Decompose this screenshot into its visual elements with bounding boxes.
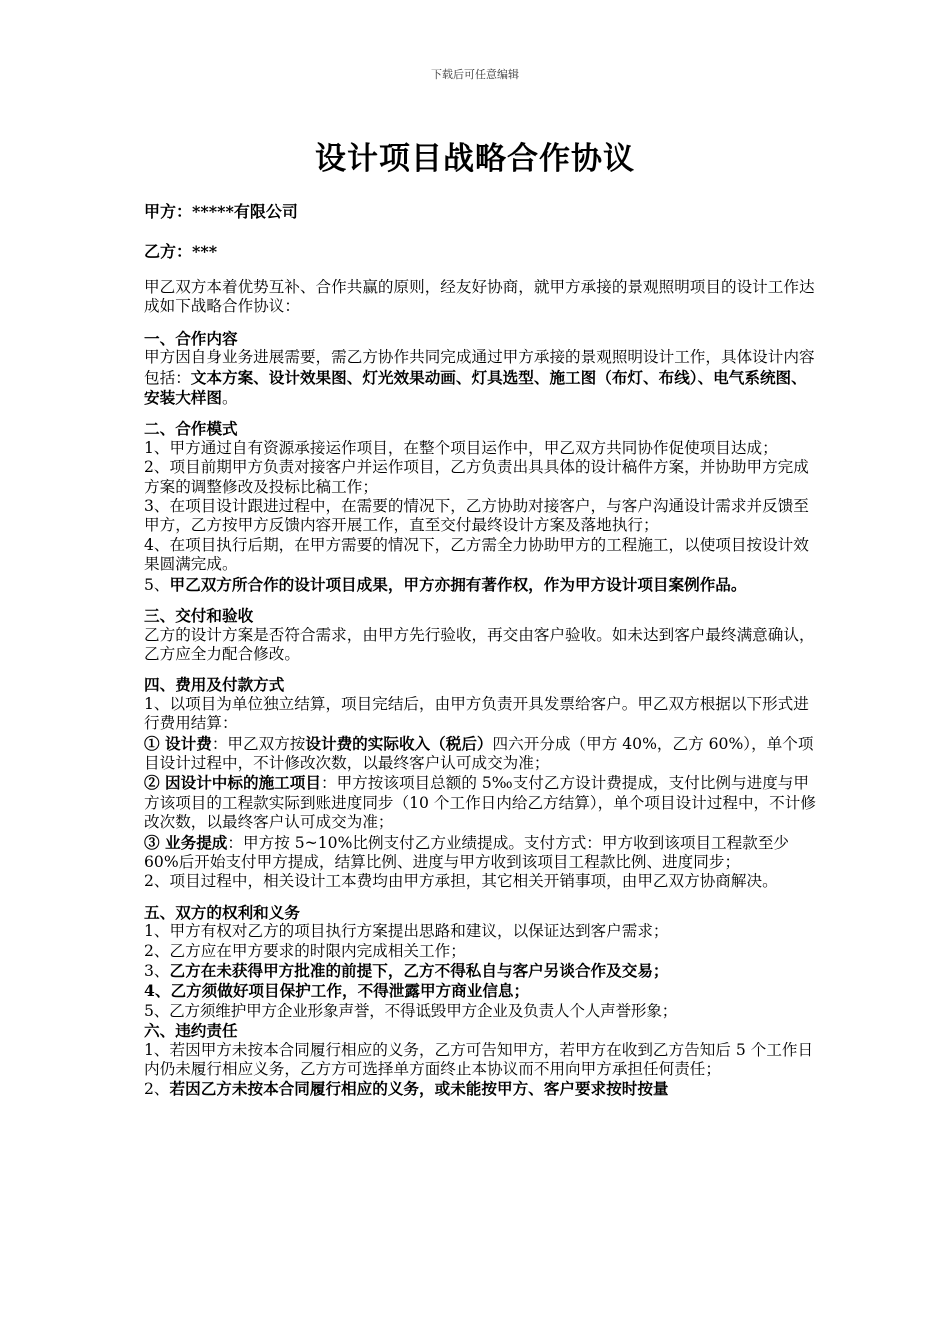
section-breach-liability xyxy=(144,1021,816,1100)
text-run: ：甲方按 5~10%比例支付乙方业绩提成。支付方式：甲方收到该项目工程款至少 60%后开始支付甲方提成，结算比例、进度与甲方收到该项目工程款比例、进度同步； xyxy=(144,833,790,871)
section-paragraph xyxy=(144,348,816,408)
section-fees-payment xyxy=(144,675,816,891)
bold-text-run: 设计费的实际收入（税后） xyxy=(305,733,493,753)
list-item: 1、甲方有权对乙方的项目执行方案提出思路和建议，以保证达到客户需求； xyxy=(144,922,669,941)
intro-paragraph: 甲乙双方本着优势互补、合作共赢的原则，经友好协商，就甲方承接的景观照明项目的设计工作达成如下战略合作协议： xyxy=(144,278,815,316)
list-item xyxy=(144,773,816,832)
list-item xyxy=(144,981,816,1001)
document-body xyxy=(144,202,816,1100)
section-heading: 五、双方的权利和义务 xyxy=(144,902,300,922)
section-heading: 六、违约责任 xyxy=(144,1021,238,1041)
list-item xyxy=(144,575,816,595)
list-item: 2、乙方应在甲方要求的时限内完成相关工作； xyxy=(144,941,466,960)
document-title: 设计项目战略合作协议 xyxy=(315,141,635,177)
list-item: 2、项目前期甲方负责对接客户并运作项目，乙方负责出具具体的设计稿件方案，并协助甲方完成方案的调整修改及投标比稿工作； xyxy=(144,458,809,496)
header-note: 下载后可任意编辑 xyxy=(431,68,519,81)
list-item: 3、在项目设计跟进过程中，在需要的情况下，乙方协助对接客户，与客户沟通设计需求并反馈至甲方，乙方按甲方反馈内容开展工作，直至交付最终设计方案及落地执行； xyxy=(144,497,809,535)
section-heading: 四、费用及付款方式 xyxy=(144,675,285,695)
bold-text-run: 文本方案、设计效果图、灯光效果动画、灯具选型、施工图（布灯、布线）、电气系统图、安装大样图 xyxy=(144,367,807,408)
text-run: 3、 xyxy=(144,962,170,980)
party-a: 甲方：*****有限公司 xyxy=(144,202,298,221)
text-run: ：甲方按该项目总额的 5‰支付乙方设计费提成，支付比例与进度与甲方该项目的工程款实际到账进度同步（10 个工作日内给乙方结算），单个项目设计过程中，不计修改次数，以最终客户认可成交为准； xyxy=(144,774,816,832)
bold-text-run: ③ 业务提成 xyxy=(144,832,228,852)
text-run: 。 xyxy=(221,389,238,408)
text-run: 甲方因自身业务进展需要，需乙方协作共同完成通过甲方承接的景观照明设计工作，具体设计内容包括： xyxy=(144,348,815,387)
section-heading: 一、合作内容 xyxy=(144,328,238,348)
bold-text-run: ① 设计费 xyxy=(144,733,212,753)
list-item xyxy=(144,734,816,774)
section-cooperation-mode xyxy=(144,419,816,595)
list-item xyxy=(144,961,816,981)
section-heading: 三、交付和验收 xyxy=(144,606,254,626)
list-item: 1、若因甲方未按本合同履行相应的义务，乙方可告知甲方，若甲方在收到乙方告知后 5 个工作日内仍未履行相应义务，乙方方可选择单方面终止本协议而不用向甲方承担任何责任； xyxy=(144,1040,814,1079)
section-delivery-acceptance xyxy=(144,606,816,664)
party-b: 乙方：*** xyxy=(144,242,218,261)
bold-text-run: 4、乙方须做好项目保护工作，不得泄露甲方商业信息； xyxy=(144,981,530,1001)
bold-text-run: 乙方在未获得甲方批准的前提下，乙方不得私自与客户另谈合作及交易； xyxy=(169,961,669,980)
text-run: 2、 xyxy=(144,1080,170,1099)
text-run: ：甲乙双方按 xyxy=(211,734,306,753)
list-item xyxy=(144,833,816,873)
list-item: 1、甲方通过自有资源承接运作项目，在整个项目运作中，甲乙双方共同协作促使项目达成； xyxy=(144,438,778,457)
section-rights-obligations xyxy=(144,903,816,1021)
list-item xyxy=(144,1079,816,1099)
bold-text-run: 若因乙方未按本合同履行相应的义务，或未能按甲方、客户要求按时按量 xyxy=(169,1079,669,1099)
list-item: 4、在项目执行后期，在甲方需要的情况下，乙方需全力协助甲方的工程施工，以使项目按设计效果圆满完成。 xyxy=(144,535,809,574)
list-item: 2、项目过程中，相关设计工本费均由甲方承担，其它相关开销事项，由甲乙双方协商解决。 xyxy=(144,872,778,891)
list-item: 5、乙方须维护甲方企业形象声誉，不得诋毁甲方企业及负责人个人声誉形象； xyxy=(144,1001,678,1020)
list-item: 1、以项目为单位独立结算，项目完结后，由甲方负责开具发票给客户。甲乙双方根据以下形式进行费用结算： xyxy=(144,694,809,733)
bold-text-run: 甲乙双方所合作的设计项目成果，甲方亦拥有著作权，作为甲方设计项目案例作品。 xyxy=(169,574,747,594)
section-paragraph: 乙方的设计方案是否符合需求，由甲方先行验收，再交由客户验收。如未达到客户最终满意确认，乙方应全力配合修改。 xyxy=(144,625,815,663)
text-run: 四六开分成（甲方 40%，乙方 60%），单个项目设计过程中，不计修改次数，以最终客户认可成交为准； xyxy=(144,734,814,772)
text-run: 5、 xyxy=(144,575,170,594)
section-cooperation-content xyxy=(144,329,816,409)
bold-text-run: ② 因设计中标的施工项目 xyxy=(144,773,321,793)
section-heading: 二、合作模式 xyxy=(144,419,238,439)
